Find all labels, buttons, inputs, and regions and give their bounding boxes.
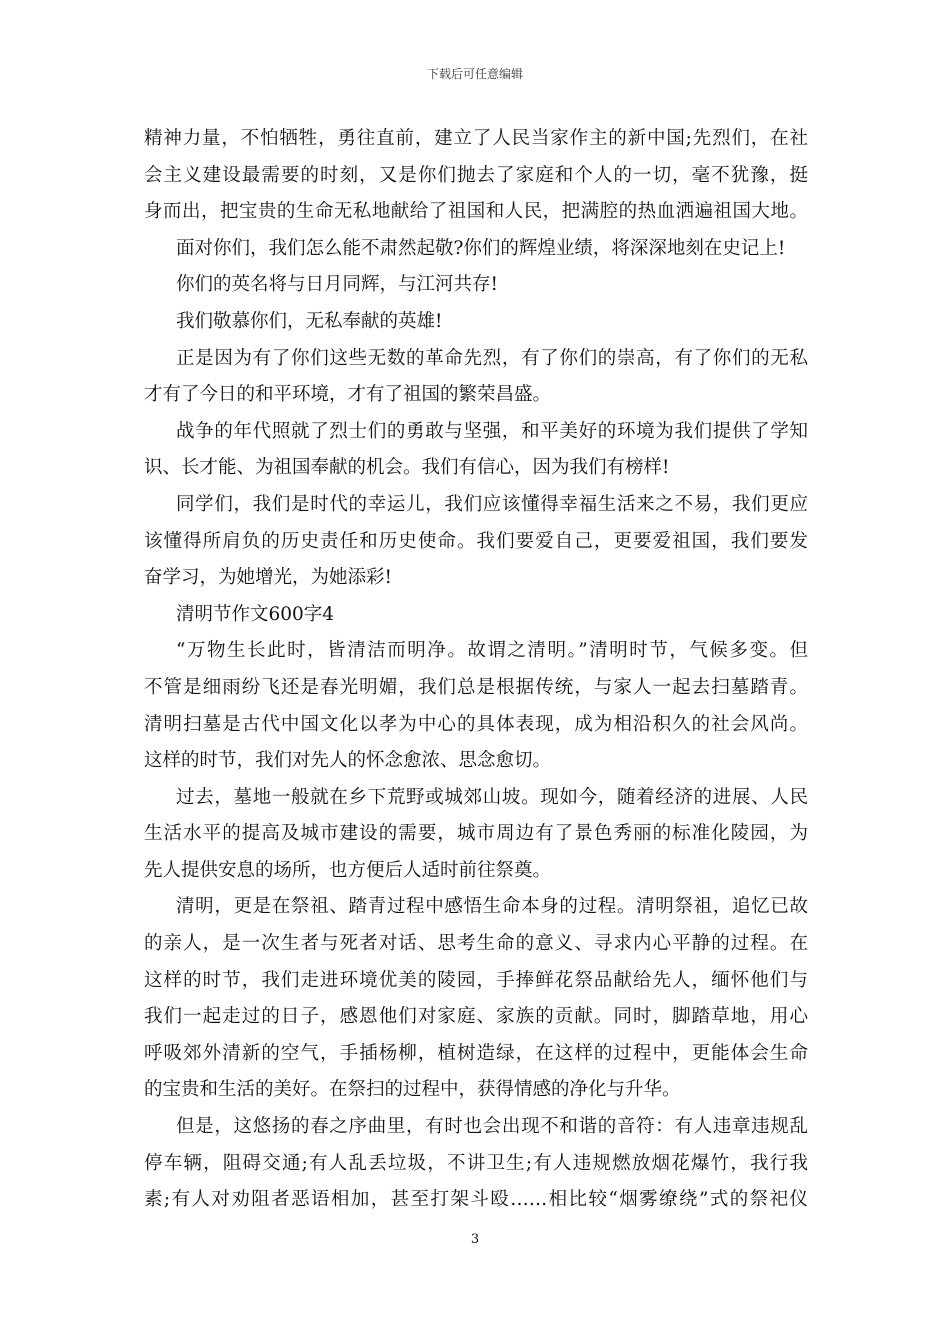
page-number: 3 [470,1232,480,1247]
text-line: 的宝贵和生活的美好。在祭扫的过程中，获得情感的净化与升华。 [144,1079,681,1101]
text-line: 战争的年代照就了烈士们的勇敢与坚强，和平美好的环境为我们提供了学知 [176,420,808,442]
text-line: 才有了今日的和平环境，才有了祖国的繁荣昌盛。 [144,384,552,406]
text-line: 但是，这悠扬的春之序曲里，有时也会出现不和谐的音符：有人违章违规乱 [176,1116,808,1138]
text-line: 我们敬慕你们，无私奉献的英雄! [176,310,443,332]
text-line: 我们一起走过的日子，感恩他们对家庭、家族的贡献。同时，脚踏草地，用心 [144,1006,808,1028]
page-header: 下载后可任意编辑 [426,67,523,81]
document-body [144,121,808,1219]
text-line: 先人提供安息的场所，也方便后人适时前往祭奠。 [144,859,552,881]
text-line: 生活水平的提高及城市建设的需要，城市周边有了景色秀丽的标准化陵园，为 [144,823,808,845]
text-line: 这样的时节，我们走进环境优美的陵园，手捧鲜花祭品献给先人，缅怀他们与 [144,969,808,991]
text-line: 正是因为有了你们这些无数的革命先烈，有了你们的崇高，有了你们的无私 [176,347,808,369]
text-line: 不管是细雨纷飞还是春光明媚，我们总是根据传统，与家人一起去扫墓踏青。 [144,676,808,698]
text-line: 过去，墓地一般就在乡下荒野或城郊山坡。现如今，随着经济的进展、人民 [176,786,808,808]
text-line: 你们的英名将与日月同辉，与江河共存! [176,274,498,296]
text-line: 停车辆，阻碍交通;有人乱丢垃圾，不讲卫生;有人违规燃放烟花爆竹，我行我 [144,1152,808,1174]
text-line: 清明扫墓是古代中国文化以孝为中心的具体表现，成为相沿积久的社会风尚。 [144,713,808,735]
text-line: 会主义建设最需要的时刻，又是你们抛去了家庭和个人的一切，毫不犹豫，挺 [144,164,808,186]
text-line: 清明，更是在祭祖、踏青过程中感悟生命本身的过程。清明祭祖，追忆已故 [176,896,808,918]
text-line: 素;有人对劝阻者恶语相加，甚至打架斗殴……相比较“烟雾缭绕”式的祭祀仪 [144,1189,808,1211]
text-line: 精神力量，不怕牺牲，勇往直前，建立了人民当家作主的新中国;先烈们，在社 [144,128,808,149]
text-line: 面对你们，我们怎么能不肃然起敬?你们的辉煌业绩，将深深地刻在史记上! [176,237,786,259]
text-line: “万物生长此时，皆清洁而明净。故谓之清明。”清明时节，气候多变。但 [176,640,808,662]
text-line: 这样的时节，我们对先人的怀念愈浓、思念愈切。 [144,750,552,772]
text-line: 的亲人，是一次生者与死者对话、思考生命的意义、寻求内心平静的过程。在 [144,933,808,955]
text-line: 身而出，把宝贵的生命无私地献给了祖国和人民，把满腔的热血洒遍祖国大地。 [144,201,808,223]
text-line: 奋学习，为她增光，为她添彩! [144,567,392,589]
text-line: 呼吸郊外清新的空气，手插杨柳，植树造绿，在这样的过程中，更能体会生命 [144,1042,808,1064]
text-line: 清明节作文600字4 [176,603,335,625]
text-line: 识、长才能、为祖国奉献的机会。我们有信心，因为我们有榜样! [144,457,670,479]
text-line: 同学们，我们是时代的幸运儿，我们应该懂得幸福生活来之不易，我们更应 [176,493,808,515]
text-line: 该懂得所肩负的历史责任和历史使命。我们要爱自己，更要爱祖国，我们要发 [144,530,808,552]
